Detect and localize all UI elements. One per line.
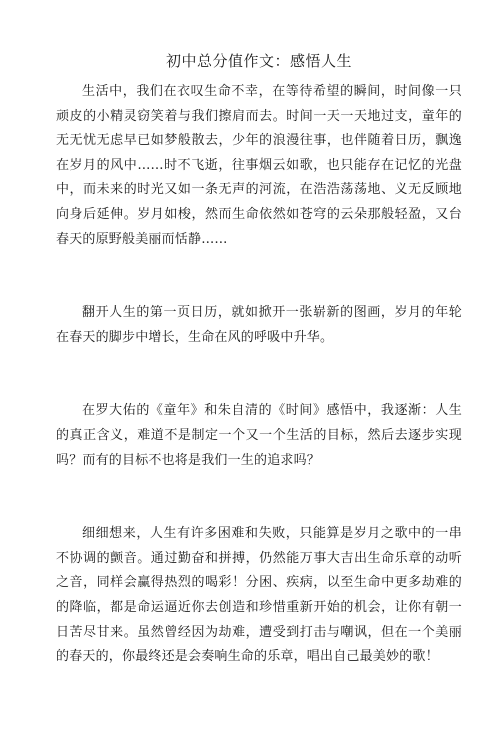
paragraph-1: 生活中，我们在衣叹生命不幸，在等待希望的瞬间，时间像一只 顽皮的小精灵窃笑着与我们擦肩而去。时间一天一天地过支，童年的 无无忧无虑早已如梦般散去，少年的浪漫往事，也伴随着日历，飘逸 在岁月的风中……时不飞逝，往事烟云如歌，也只能存在记忆的光盘 中，而未来的时光又如一条无声的河流，在浩浩荡荡地、义无反顾地 向身后延伸。岁月如梭，然而生命依然如苍穹的云朵那般轻盈，又台 春天的原野般美丽而恬静…… <box>56 84 462 247</box>
paragraph-2: 翻开人生的第一页日历，就如掀开一张崭新的图画，岁月的年轮 在春天的脚步中增长，生命在风的呼吸中升华。 <box>56 305 462 345</box>
paragraph-4: 细细想来，人生有许多困难和失败，只能算是岁月之歌中的一串 不协调的颤音。通过勤奋和拼搏，仍然能万事大吉出生命乐章的动听 之音，同样会赢得热烈的喝彩！分困、疾病，以至生命中更多劫难的 的降临，都是命运逼近你去创造和珍惜重新开始的机会，让你有朝一 日苦尽甘来。虽然曾经因为劫难，遭受到打击与嘲讽，但在一个美丽 的春天的，你最终还是会奏响生命的乐章，唱出自己最美妙的歌！ <box>56 526 462 665</box>
paragraph-3: 在罗大佑的《童年》和朱自清的《时间》感悟中，我逐渐：人生 的真正含义，难道不是制定一个又一个生活的目标，然后去逐步实现 吗？而有的目标不也将是我们一生的追求吗？ <box>56 403 462 468</box>
document-title: 初中总分值作文：感悟人生 <box>165 52 352 70</box>
